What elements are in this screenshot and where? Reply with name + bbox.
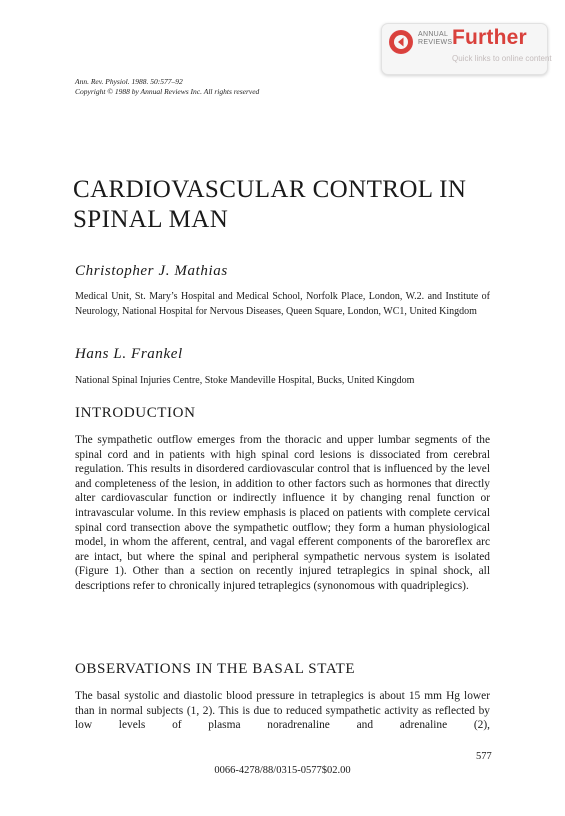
badge-annual-reviews-text	[418, 31, 452, 47]
annual-reviews-logo-icon	[389, 30, 413, 54]
title-line-1: CARDIOVASCULAR CONTROL IN	[73, 176, 467, 203]
copyright-line: Copyright © 1988 by Annual Reviews Inc. All rights reserved	[75, 87, 260, 96]
citation-line: Ann. Rev. Physiol. 1988. 50:577–92	[75, 77, 183, 86]
author-affiliation-1: Medical Unit, St. Mary’s Hospital and Medical School, Norfolk Place, London, W.2. and Institute of Neurology, National Hospital for Nervous Diseases, Queen Square, London, WC1, United Kingdom	[75, 291, 490, 317]
badge-subtitle: Quick links to online content	[452, 54, 552, 63]
author-affiliation-2: National Spinal Injuries Centre, Stoke Mandeville Hospital, Bucks, United Kingdom	[75, 375, 415, 386]
journal-citation	[75, 77, 259, 97]
section-body-introduction: The sympathetic outflow emerges from the thoracic and upper lumbar segments of the spinal cord and in patients with high spinal cord lesions is dissociated from cerebral regulation. This results in disordered cardiovascular control that is influenced by the level and completeness of the lesion, in addition to other factors such as hormones that directly alter cardiovascular function or indirectly influence it by changing renal function or intravascular volume. In this review emphasis is placed on patients with complete cervical spinal cord transection above the sympathetic outflow; they form a human physiological model, in whom the afferent, central, and vagal efferent components of the baroreflex arc are intact, but where the spinal and peripheral sympathetic nervous system is isolated (Figure 1). Other than a section on recently injured tetraplegics in spinal shock, all descriptions refer to chronically injured tetraplegics (synonomous with quadriplegics).	[75, 434, 490, 592]
author-name-2: Hans L. Frankel	[75, 346, 183, 362]
section-heading-basal-state: OBSERVATIONS IN THE BASAL STATE	[75, 661, 356, 677]
page-number: 577	[476, 751, 492, 762]
section-body-basal-state: The basal systolic and diastolic blood pressure in tetraplegics is about 15 mm Hg lower than in normal subjects (1, 2). This is due to reduced sympathetic activity as reflected by low levels of plasma noradrenaline and adrenaline (2),	[75, 690, 490, 732]
article-title	[73, 175, 466, 235]
badge-reviews-label: REVIEWS	[418, 39, 453, 46]
section-heading-introduction: INTRODUCTION	[75, 405, 196, 421]
badge-annual-label: ANNUAL	[418, 31, 449, 38]
title-line-2: SPINAL MAN	[73, 206, 229, 233]
footer-code: 0066-4278/88/0315-0577$02.00	[214, 765, 351, 776]
badge-further-word: Further	[452, 26, 527, 49]
author-name-1: Christopher J. Mathias	[75, 263, 228, 279]
annual-reviews-further-badge[interactable]	[381, 23, 552, 75]
